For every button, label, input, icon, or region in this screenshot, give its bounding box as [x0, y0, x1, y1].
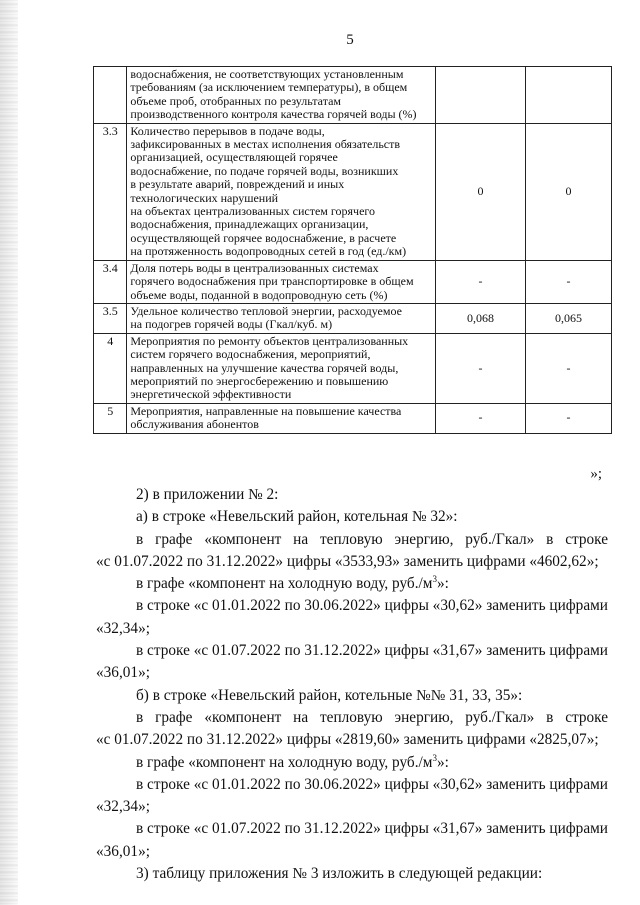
description-line: водоснабжение, по подаче горячей воды, возникших [130, 163, 399, 178]
paragraph-row-boiler-32: а) в строке «Невельский район, котельная № 32»: [136, 508, 458, 526]
description-line: в результате аварий, повреждений и иных [130, 177, 345, 192]
cold-water-end: »: [436, 575, 449, 593]
description-line: технологических нарушений [130, 190, 279, 205]
description-line: Мероприятия по ремонту объектов централизованных [130, 333, 409, 348]
paragraph-period-1b-line2: «32,34»; [96, 798, 150, 816]
description-line: водоснабжения, принадлежащих организации, [130, 217, 369, 232]
value-column-2 [525, 67, 611, 124]
description-line: Удельное количество тепловой энергии, расходуемое [130, 303, 402, 318]
row-description [127, 67, 436, 124]
paragraph-heat-column-line1: в графе «компонент на тепловую энергию, руб./Гкал» в строке [136, 530, 608, 548]
table-row [94, 67, 612, 124]
row-description [127, 303, 436, 333]
description-line: направленных на улучшение качества горячей воды, [130, 360, 399, 375]
row-description [127, 260, 436, 303]
row-number: 3.5 [94, 303, 127, 333]
value-column-1 [435, 67, 525, 124]
paragraph-period-2b-line2: «36,01»; [96, 842, 150, 860]
scan-edge [0, 0, 18, 905]
table-row [94, 303, 612, 333]
table-row [94, 333, 612, 403]
row-number: 4 [94, 333, 127, 403]
table-row [94, 403, 612, 433]
row-description [127, 123, 436, 260]
value-column-1: 0,068 [435, 303, 525, 333]
paragraph-row-boilers-31-33-35: б) в строке «Невельский район, котельные №№ 31, 33, 35»: [136, 686, 523, 704]
page-number: 5 [346, 32, 354, 48]
description-line: горячего водоснабжения при транспортировке в общем [130, 274, 414, 289]
description-line: на объектах централизованных систем горячего [130, 204, 376, 219]
description-line: Доля потерь воды в централизованных системах [130, 260, 379, 275]
value-column-1: - [435, 333, 525, 403]
description-line: организацией, осуществляющей горячее [130, 150, 338, 165]
description-line: Количество перерывов в подаче воды, [130, 123, 325, 138]
description-line: зафиксированных в местах исполнения обязательств [130, 137, 401, 152]
paragraph-period-2-line1: в строке «с 01.07.2022 по 31.12.2022» цифры «31,67» заменить цифрами [136, 642, 608, 660]
table-row [94, 260, 612, 303]
row-number: 3.3 [94, 123, 127, 260]
paragraph-heat-column-b-line2: «с 01.07.2022 по 31.12.2022» цифры «2819,60» заменить цифрами «2825,07»; [96, 731, 599, 749]
value-column-2: - [525, 403, 611, 433]
paragraph-period-1b-line1: в строке «с 01.01.2022 по 30.06.2022» цифры «30,62» заменить цифрами [136, 775, 608, 793]
description-line: производственного контроля качества горячей воды (%) [130, 107, 417, 122]
description-line: объеме проб, отобранных по результатам [130, 93, 342, 108]
cold-water-end-b: »: [436, 753, 449, 771]
description-line: водоснабжения, не соответствующих установленным [130, 67, 404, 81]
description-line: на подогрев горячей воды (Гкал/куб. м) [130, 317, 333, 332]
cold-water-text: в графе «компонент на холодную воду, руб./м [136, 575, 433, 593]
description-line: мероприятий по энергосбережению и повышению [130, 373, 389, 388]
paragraph-cold-water-column-b [96, 752, 608, 774]
description-line: энергетической эффективности [130, 387, 292, 402]
description-line: объеме воды, поданной в водопроводную сеть (%) [130, 287, 388, 302]
cube-superscript-b: 3 [432, 752, 437, 763]
paragraph-period-2-line2: «36,01»; [96, 664, 150, 682]
amendment-text [96, 484, 608, 885]
value-column-1: 0 [435, 123, 525, 260]
row-number [94, 67, 127, 124]
row-number: 5 [94, 403, 127, 433]
table-row [94, 123, 612, 260]
description-line: Мероприятия, направленные на повышение качества [130, 403, 402, 418]
value-column-1: - [435, 403, 525, 433]
value-column-2: - [525, 333, 611, 403]
paragraph-appendix-2: 2) в приложении № 2: [136, 486, 279, 503]
paragraph-appendix-3: 3) таблицу приложения № 3 изложить в следующей редакции: [136, 865, 543, 883]
indicators-table [93, 66, 612, 434]
cube-superscript: 3 [432, 574, 437, 585]
description-line: обслуживания абонентов [130, 417, 259, 432]
description-line: осуществляющей горячее водоснабжение, в расчете [130, 230, 397, 245]
row-description [127, 333, 436, 403]
paragraph-period-2b-line1: в строке «с 01.07.2022 по 31.12.2022» цифры «31,67» заменить цифрами [136, 820, 608, 838]
description-line: систем горячего водоснабжения, мероприятий, [130, 347, 371, 362]
value-column-2: - [525, 260, 611, 303]
paragraph-heat-column-b-line1: в графе «компонент на тепловую энергию, руб./Гкал» в строке [136, 708, 608, 726]
description-line: на протяженность водопроводных сетей в год (ед./км) [130, 244, 407, 259]
paragraph-period-1-line2: «32,34»; [96, 619, 150, 637]
value-column-1: - [435, 260, 525, 303]
row-description [127, 403, 436, 433]
row-number: 3.4 [94, 260, 127, 303]
description-line: требованиям (за исключением температуры), в общем [130, 80, 408, 95]
paragraph-heat-column-line2: «с 01.07.2022 по 31.12.2022» цифры «3533,93» заменить цифрами «4602,62»; [96, 552, 599, 570]
value-column-2: 0,065 [525, 303, 611, 333]
paragraph-period-1-line1: в строке «с 01.01.2022 по 30.06.2022» цифры «30,62» заменить цифрами [136, 597, 608, 615]
value-column-2: 0 [525, 123, 611, 260]
closing-quote: »; [590, 466, 602, 482]
paragraph-cold-water-column [96, 573, 608, 595]
cold-water-text-b: в графе «компонент на холодную воду, руб./м [136, 753, 433, 771]
